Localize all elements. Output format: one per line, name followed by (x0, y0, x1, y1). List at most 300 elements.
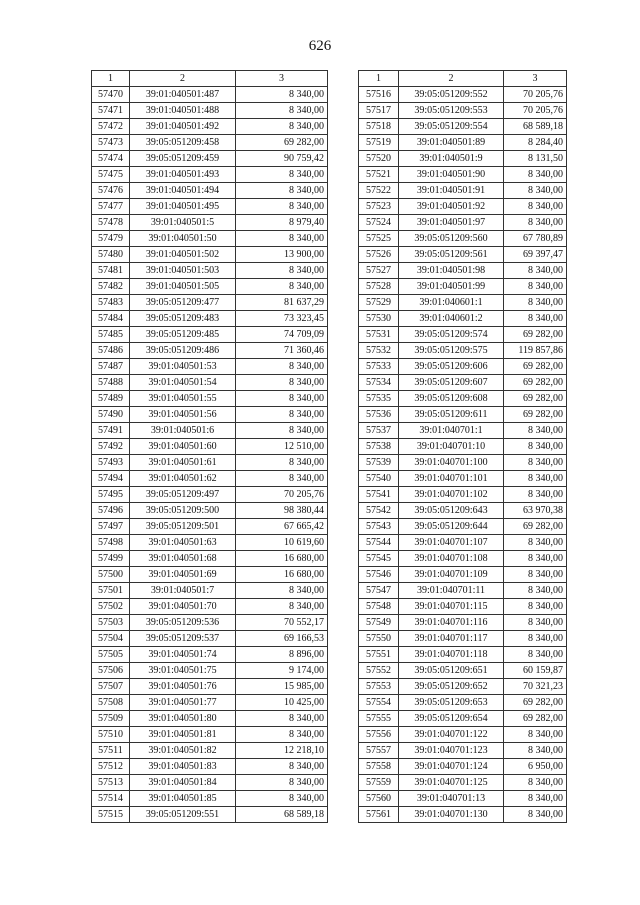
value-cell: 8 340,00 (504, 567, 567, 583)
cadastral-number-cell: 39:01:040501:63 (130, 535, 236, 551)
table-row (359, 807, 567, 823)
table-row (359, 631, 567, 647)
cadastral-number-cell: 39:01:040501:494 (130, 183, 236, 199)
table-row (92, 471, 328, 487)
value-cell: 8 340,00 (504, 263, 567, 279)
table-row (92, 535, 328, 551)
value-cell: 69 282,00 (504, 359, 567, 375)
cadastral-number-cell: 39:01:040501:82 (130, 743, 236, 759)
row-number-cell: 57518 (359, 119, 399, 135)
value-cell: 8 340,00 (504, 647, 567, 663)
value-cell: 8 340,00 (504, 727, 567, 743)
cadastral-number-cell: 39:01:040501:55 (130, 391, 236, 407)
value-cell: 8 340,00 (504, 807, 567, 823)
value-cell: 8 340,00 (504, 487, 567, 503)
value-cell: 15 985,00 (236, 679, 328, 695)
value-cell: 8 340,00 (236, 727, 328, 743)
cadastral-number-cell: 39:01:040501:76 (130, 679, 236, 695)
table-row (359, 647, 567, 663)
cadastral-number-cell: 39:01:040501:505 (130, 279, 236, 295)
cadastral-number-cell: 39:01:040501:503 (130, 263, 236, 279)
table-row (359, 695, 567, 711)
row-number-cell: 57486 (92, 343, 130, 359)
row-number-cell: 57480 (92, 247, 130, 263)
value-cell: 9 174,00 (236, 663, 328, 679)
row-number-cell: 57478 (92, 215, 130, 231)
value-cell: 70 205,76 (236, 487, 328, 503)
cadastral-number-cell: 39:05:051209:653 (399, 695, 504, 711)
cadastral-number-cell: 39:05:051209:497 (130, 487, 236, 503)
value-cell: 70 205,76 (504, 87, 567, 103)
value-cell: 8 340,00 (236, 167, 328, 183)
row-number-cell: 57507 (92, 679, 130, 695)
table-row (92, 487, 328, 503)
row-number-cell: 57512 (92, 759, 130, 775)
value-cell: 8 340,00 (236, 279, 328, 295)
table-row (92, 375, 328, 391)
table-row (359, 119, 567, 135)
cadastral-number-cell: 39:01:040501:9 (399, 151, 504, 167)
table-row (92, 135, 328, 151)
cadastral-number-cell: 39:01:040501:5 (130, 215, 236, 231)
row-number-cell: 57547 (359, 583, 399, 599)
row-number-cell: 57557 (359, 743, 399, 759)
table-row (359, 551, 567, 567)
value-cell: 8 340,00 (236, 455, 328, 471)
table-row (92, 679, 328, 695)
table-row (359, 727, 567, 743)
cadastral-number-cell: 39:01:040501:61 (130, 455, 236, 471)
table-row (359, 103, 567, 119)
cadastral-number-cell: 39:01:040501:83 (130, 759, 236, 775)
row-number-cell: 57502 (92, 599, 130, 615)
cadastral-number-cell: 39:01:040501:92 (399, 199, 504, 215)
value-cell: 8 979,40 (236, 215, 328, 231)
row-number-cell: 57520 (359, 151, 399, 167)
value-cell: 60 159,87 (504, 663, 567, 679)
table-row (92, 407, 328, 423)
column-header-value: 3 (236, 71, 328, 87)
cadastral-number-cell: 39:01:040501:69 (130, 567, 236, 583)
row-number-cell: 57492 (92, 439, 130, 455)
cadastral-number-cell: 39:01:040701:107 (399, 535, 504, 551)
table-row (92, 327, 328, 343)
cadastral-number-cell: 39:01:040501:89 (399, 135, 504, 151)
table-row (92, 631, 328, 647)
row-number-cell: 57534 (359, 375, 399, 391)
table-header-row (359, 71, 567, 87)
cadastral-number-cell: 39:01:040501:91 (399, 183, 504, 199)
row-number-cell: 57560 (359, 791, 399, 807)
table-row (359, 455, 567, 471)
cadastral-number-cell: 39:01:040701:10 (399, 439, 504, 455)
value-cell: 8 896,00 (236, 647, 328, 663)
cadastral-number-cell: 39:01:040501:488 (130, 103, 236, 119)
table-row (92, 423, 328, 439)
row-number-cell: 57504 (92, 631, 130, 647)
value-cell: 8 340,00 (236, 231, 328, 247)
table-row (92, 775, 328, 791)
table-row (359, 663, 567, 679)
row-number-cell: 57528 (359, 279, 399, 295)
cadastral-number-cell: 39:01:040501:68 (130, 551, 236, 567)
cadastral-number-cell: 39:01:040501:502 (130, 247, 236, 263)
table-row (92, 231, 328, 247)
cadastral-number-cell: 39:05:051209:536 (130, 615, 236, 631)
cadastral-number-cell: 39:01:040701:101 (399, 471, 504, 487)
row-number-cell: 57503 (92, 615, 130, 631)
cadastral-number-cell: 39:01:040501:97 (399, 215, 504, 231)
value-cell: 8 340,00 (236, 119, 328, 135)
value-cell: 10 619,60 (236, 535, 328, 551)
value-cell: 8 340,00 (504, 455, 567, 471)
row-number-cell: 57539 (359, 455, 399, 471)
cadastral-number-cell: 39:05:051209:551 (130, 807, 236, 823)
table-row (359, 375, 567, 391)
table-row (92, 295, 328, 311)
value-cell: 8 340,00 (504, 551, 567, 567)
row-number-cell: 57526 (359, 247, 399, 263)
row-number-cell: 57529 (359, 295, 399, 311)
value-cell: 8 340,00 (236, 583, 328, 599)
table-row (359, 407, 567, 423)
table-row (92, 119, 328, 135)
value-cell: 69 282,00 (504, 391, 567, 407)
row-number-cell: 57538 (359, 439, 399, 455)
row-number-cell: 57482 (92, 279, 130, 295)
column-header-number: 1 (359, 71, 399, 87)
table-row (92, 583, 328, 599)
table-row (92, 279, 328, 295)
cadastral-number-cell: 39:01:040501:60 (130, 439, 236, 455)
cadastral-number-cell: 39:05:051209:561 (399, 247, 504, 263)
row-number-cell: 57497 (92, 519, 130, 535)
column-header-number: 1 (92, 71, 130, 87)
cadastral-number-cell: 39:05:051209:574 (399, 327, 504, 343)
row-number-cell: 57558 (359, 759, 399, 775)
cadastral-number-cell: 39:01:040701:117 (399, 631, 504, 647)
cadastral-number-cell: 39:05:051209:611 (399, 407, 504, 423)
table-row (359, 215, 567, 231)
cadastral-number-cell: 39:01:040501:56 (130, 407, 236, 423)
value-cell: 67 780,89 (504, 231, 567, 247)
value-cell: 8 340,00 (504, 167, 567, 183)
value-cell: 63 970,38 (504, 503, 567, 519)
value-cell: 73 323,45 (236, 311, 328, 327)
table-row (92, 647, 328, 663)
cadastral-number-cell: 39:01:040701:118 (399, 647, 504, 663)
table-row (359, 519, 567, 535)
table-row (359, 759, 567, 775)
row-number-cell: 57524 (359, 215, 399, 231)
row-number-cell: 57489 (92, 391, 130, 407)
cadastral-number-cell: 39:05:051209:537 (130, 631, 236, 647)
cadastral-number-cell: 39:01:040501:81 (130, 727, 236, 743)
value-cell: 8 340,00 (236, 407, 328, 423)
cadastral-number-cell: 39:01:040701:102 (399, 487, 504, 503)
row-number-cell: 57550 (359, 631, 399, 647)
value-cell: 68 589,18 (504, 119, 567, 135)
table-row (359, 615, 567, 631)
table-row (359, 311, 567, 327)
table-row (92, 615, 328, 631)
cadastral-number-cell: 39:01:040701:11 (399, 583, 504, 599)
value-cell: 8 340,00 (504, 743, 567, 759)
row-number-cell: 57513 (92, 775, 130, 791)
value-cell: 69 282,00 (236, 135, 328, 151)
row-number-cell: 57530 (359, 311, 399, 327)
cadastral-number-cell: 39:05:051209:643 (399, 503, 504, 519)
left-register-table (91, 70, 328, 823)
row-number-cell: 57516 (359, 87, 399, 103)
cadastral-number-cell: 39:05:051209:486 (130, 343, 236, 359)
value-cell: 8 340,00 (236, 423, 328, 439)
row-number-cell: 57515 (92, 807, 130, 823)
cadastral-number-cell: 39:01:040701:100 (399, 455, 504, 471)
table-row (92, 503, 328, 519)
row-number-cell: 57542 (359, 503, 399, 519)
cadastral-number-cell: 39:01:040501:54 (130, 375, 236, 391)
value-cell: 8 340,00 (236, 103, 328, 119)
cadastral-number-cell: 39:05:051209:654 (399, 711, 504, 727)
value-cell: 16 680,00 (236, 567, 328, 583)
cadastral-number-cell: 39:01:040501:85 (130, 791, 236, 807)
cadastral-number-cell: 39:01:040501:70 (130, 599, 236, 615)
table-row (359, 599, 567, 615)
value-cell: 8 340,00 (504, 199, 567, 215)
value-cell: 8 340,00 (236, 599, 328, 615)
table-row (92, 807, 328, 823)
value-cell: 69 282,00 (504, 695, 567, 711)
row-number-cell: 57544 (359, 535, 399, 551)
value-cell: 90 759,42 (236, 151, 328, 167)
row-number-cell: 57495 (92, 487, 130, 503)
row-number-cell: 57540 (359, 471, 399, 487)
row-number-cell: 57506 (92, 663, 130, 679)
value-cell: 8 340,00 (236, 183, 328, 199)
value-cell: 8 131,50 (504, 151, 567, 167)
table-row (359, 535, 567, 551)
value-cell: 8 340,00 (236, 759, 328, 775)
value-cell: 67 665,42 (236, 519, 328, 535)
cadastral-number-cell: 39:01:040701:115 (399, 599, 504, 615)
column-header-value: 3 (504, 71, 567, 87)
value-cell: 8 340,00 (504, 311, 567, 327)
cadastral-number-cell: 39:05:051209:606 (399, 359, 504, 375)
table-row (359, 327, 567, 343)
table-header-row (92, 71, 328, 87)
table-row (359, 199, 567, 215)
table-row (359, 679, 567, 695)
table-row (92, 663, 328, 679)
value-cell: 12 510,00 (236, 439, 328, 455)
cadastral-number-cell: 39:05:051209:608 (399, 391, 504, 407)
value-cell: 70 205,76 (504, 103, 567, 119)
cadastral-number-cell: 39:01:040501:493 (130, 167, 236, 183)
table-row (359, 359, 567, 375)
value-cell: 98 380,44 (236, 503, 328, 519)
row-number-cell: 57527 (359, 263, 399, 279)
row-number-cell: 57519 (359, 135, 399, 151)
cadastral-number-cell: 39:05:051209:575 (399, 343, 504, 359)
table-row (92, 247, 328, 263)
value-cell: 16 680,00 (236, 551, 328, 567)
table-row (92, 727, 328, 743)
cadastral-number-cell: 39:01:040701:116 (399, 615, 504, 631)
row-number-cell: 57508 (92, 695, 130, 711)
table-row (359, 247, 567, 263)
value-cell: 8 340,00 (504, 183, 567, 199)
row-number-cell: 57499 (92, 551, 130, 567)
table-row (359, 567, 567, 583)
table-row (92, 743, 328, 759)
row-number-cell: 57533 (359, 359, 399, 375)
row-number-cell: 57543 (359, 519, 399, 535)
cadastral-number-cell: 39:01:040501:492 (130, 119, 236, 135)
cadastral-number-cell: 39:01:040701:123 (399, 743, 504, 759)
value-cell: 70 321,23 (504, 679, 567, 695)
table-row (359, 487, 567, 503)
table-row (92, 359, 328, 375)
value-cell: 69 282,00 (504, 407, 567, 423)
table-row (359, 503, 567, 519)
row-number-cell: 57556 (359, 727, 399, 743)
value-cell: 8 340,00 (504, 583, 567, 599)
value-cell: 8 340,00 (236, 263, 328, 279)
row-number-cell: 57479 (92, 231, 130, 247)
row-number-cell: 57490 (92, 407, 130, 423)
value-cell: 8 340,00 (504, 423, 567, 439)
cadastral-number-cell: 39:05:051209:485 (130, 327, 236, 343)
cadastral-number-cell: 39:01:040701:122 (399, 727, 504, 743)
row-number-cell: 57475 (92, 167, 130, 183)
table-row (92, 263, 328, 279)
table-row (92, 599, 328, 615)
row-number-cell: 57500 (92, 567, 130, 583)
value-cell: 10 425,00 (236, 695, 328, 711)
row-number-cell: 57511 (92, 743, 130, 759)
cadastral-number-cell: 39:01:040501:74 (130, 647, 236, 663)
row-number-cell: 57494 (92, 471, 130, 487)
table-row (92, 455, 328, 471)
table-row (359, 343, 567, 359)
table-row (92, 759, 328, 775)
row-number-cell: 57546 (359, 567, 399, 583)
value-cell: 8 340,00 (504, 471, 567, 487)
value-cell: 8 340,00 (236, 791, 328, 807)
table-row (92, 215, 328, 231)
table-row (92, 391, 328, 407)
cadastral-number-cell: 39:01:040501:6 (130, 423, 236, 439)
value-cell: 8 340,00 (504, 535, 567, 551)
value-cell: 8 340,00 (504, 439, 567, 455)
cadastral-number-cell: 39:05:051209:483 (130, 311, 236, 327)
value-cell: 8 340,00 (236, 775, 328, 791)
row-number-cell: 57553 (359, 679, 399, 695)
cadastral-number-cell: 39:01:040701:130 (399, 807, 504, 823)
table-row (92, 199, 328, 215)
value-cell: 69 166,53 (236, 631, 328, 647)
table-row (92, 439, 328, 455)
table-row (359, 135, 567, 151)
value-cell: 8 340,00 (236, 199, 328, 215)
cadastral-number-cell: 39:05:051209:552 (399, 87, 504, 103)
row-number-cell: 57505 (92, 647, 130, 663)
row-number-cell: 57531 (359, 327, 399, 343)
row-number-cell: 57555 (359, 711, 399, 727)
cadastral-number-cell: 39:01:040501:7 (130, 583, 236, 599)
table-row (359, 183, 567, 199)
cadastral-number-cell: 39:05:051209:459 (130, 151, 236, 167)
table-row (92, 183, 328, 199)
row-number-cell: 57476 (92, 183, 130, 199)
row-number-cell: 57525 (359, 231, 399, 247)
table-row (92, 791, 328, 807)
cadastral-number-cell: 39:05:051209:500 (130, 503, 236, 519)
cadastral-number-cell: 39:05:051209:607 (399, 375, 504, 391)
table-row (92, 151, 328, 167)
cadastral-number-cell: 39:01:040501:53 (130, 359, 236, 375)
cadastral-number-cell: 39:01:040601:2 (399, 311, 504, 327)
table-row (359, 775, 567, 791)
cadastral-number-cell: 39:01:040601:1 (399, 295, 504, 311)
row-number-cell: 57559 (359, 775, 399, 791)
row-number-cell: 57517 (359, 103, 399, 119)
cadastral-number-cell: 39:05:051209:458 (130, 135, 236, 151)
page-number: 626 (308, 38, 332, 54)
row-number-cell: 57549 (359, 615, 399, 631)
row-number-cell: 57483 (92, 295, 130, 311)
row-number-cell: 57481 (92, 263, 130, 279)
cadastral-number-cell: 39:01:040701:1 (399, 423, 504, 439)
value-cell: 71 360,46 (236, 343, 328, 359)
row-number-cell: 57491 (92, 423, 130, 439)
cadastral-number-cell: 39:05:051209:651 (399, 663, 504, 679)
row-number-cell: 57473 (92, 135, 130, 151)
cadastral-number-cell: 39:01:040701:109 (399, 567, 504, 583)
value-cell: 70 552,17 (236, 615, 328, 631)
row-number-cell: 57474 (92, 151, 130, 167)
row-number-cell: 57521 (359, 167, 399, 183)
cadastral-number-cell: 39:01:040501:50 (130, 231, 236, 247)
table-row (92, 87, 328, 103)
row-number-cell: 57514 (92, 791, 130, 807)
row-number-cell: 57535 (359, 391, 399, 407)
cadastral-number-cell: 39:05:051209:560 (399, 231, 504, 247)
cadastral-number-cell: 39:01:040701:13 (399, 791, 504, 807)
row-number-cell: 57487 (92, 359, 130, 375)
row-number-cell: 57477 (92, 199, 130, 215)
value-cell: 8 340,00 (504, 631, 567, 647)
cadastral-number-cell: 39:01:040501:487 (130, 87, 236, 103)
table-row (92, 103, 328, 119)
value-cell: 12 218,10 (236, 743, 328, 759)
row-number-cell: 57484 (92, 311, 130, 327)
row-number-cell: 57551 (359, 647, 399, 663)
row-number-cell: 57471 (92, 103, 130, 119)
row-number-cell: 57470 (92, 87, 130, 103)
value-cell: 8 340,00 (236, 471, 328, 487)
cadastral-number-cell: 39:01:040501:77 (130, 695, 236, 711)
value-cell: 8 340,00 (236, 87, 328, 103)
row-number-cell: 57510 (92, 727, 130, 743)
cadastral-number-cell: 39:01:040501:99 (399, 279, 504, 295)
value-cell: 69 282,00 (504, 519, 567, 535)
row-number-cell: 57496 (92, 503, 130, 519)
value-cell: 69 282,00 (504, 375, 567, 391)
cadastral-number-cell: 39:05:051209:554 (399, 119, 504, 135)
table-row (359, 87, 567, 103)
